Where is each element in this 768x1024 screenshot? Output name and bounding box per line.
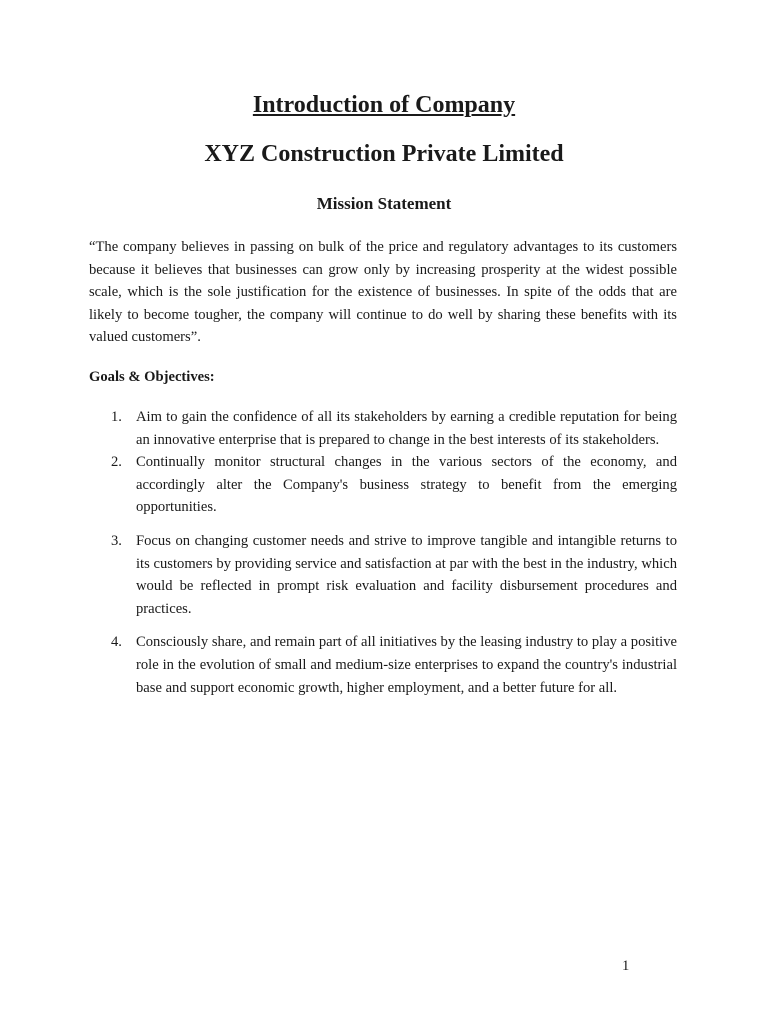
list-item bbox=[89, 451, 677, 519]
document-title: Introduction of Company bbox=[252, 92, 516, 118]
list-item-text: Continually monitor structural changes in the various sectors of the economy, and accordingly alter the Company's business strategy to benefit from the emerging opportunities. bbox=[136, 454, 677, 516]
mission-heading: Mission Statement bbox=[316, 194, 452, 213]
company-name: XYZ Construction Private Limited bbox=[204, 141, 564, 167]
list-item-number: 2. bbox=[111, 454, 122, 471]
list-item-text: Focus on changing customer needs and strive to improve tangible and intangible returns to its customers by providing service and satisfaction at par with the best in the industry, which would be reflected in prompt risk evaluation and facility disbursement procedures and practices. bbox=[136, 532, 677, 617]
goals-heading: Goals & Objectives: bbox=[89, 369, 215, 385]
list-item bbox=[89, 631, 677, 699]
mission-statement-text: “The company believes in passing on bulk of the price and regulatory advantages to its customers because it believes that businesses can grow only by increasing prosperity at the widest possible scale, which is the sole justification for the existence of businesses. In spite of the odds that are likely to become tougher, the company will continue to do well by sharing these benefits with its valued customers”. bbox=[89, 239, 677, 346]
list-item bbox=[89, 530, 677, 620]
list-item-text: Aim to gain the confidence of all its stakeholders by earning a credible reputation for being an innovative enterprise that is prepared to change in the best interests of its stakeholders. bbox=[136, 409, 677, 448]
list-item bbox=[89, 406, 677, 451]
list-item-number: 1. bbox=[111, 409, 122, 425]
list-item-number: 4. bbox=[111, 634, 122, 651]
list-item-number: 3. bbox=[111, 532, 122, 549]
goals-list bbox=[89, 406, 677, 699]
page-number: 1 bbox=[622, 958, 630, 974]
list-item-text: Consciously share, and remain part of all initiatives by the leasing industry to play a positive role in the evolution of small and medium-size enterprises to expand the country's industrial base and support economic growth, higher employment, and a better future for all. bbox=[136, 634, 677, 696]
